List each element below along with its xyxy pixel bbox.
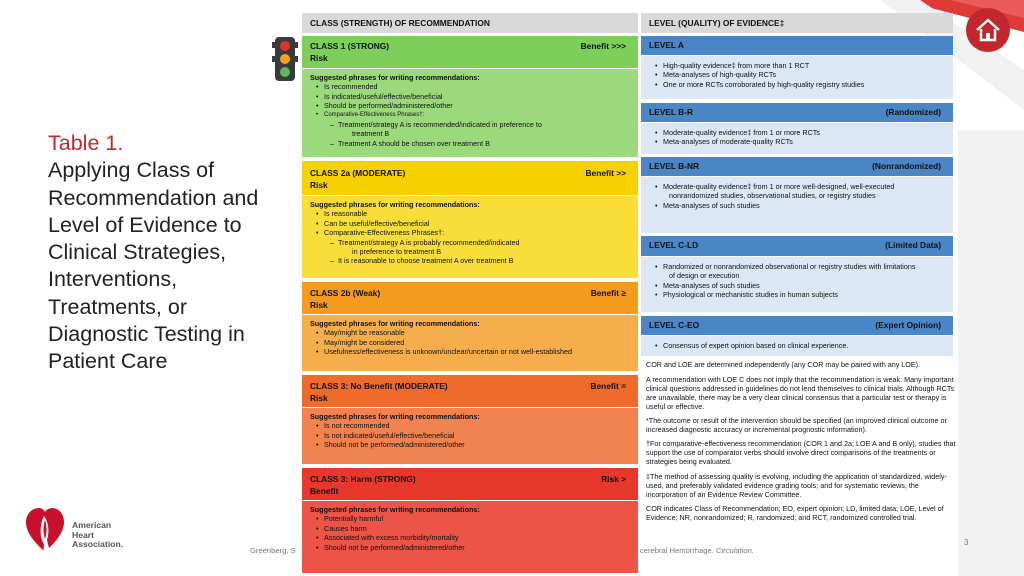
level-title: LEVEL C-LD [649,240,699,250]
class-risk: Risk [310,180,328,190]
level-item: • Randomized or nonrandomized observational or registry studies with limitations [663,262,945,271]
level-item: • Meta-analyses of moderate-quality RCTs [663,137,945,146]
note-loe-c: A recommendation with LOE C does not imply that the recommendation is weak. Many important clinical questions addressed in guidelines do not lend themselves to clinical trials. Although RCTs are unavailable, there may be a very clear clinical consensus that a particular test or therapy is useful or effective. [646,375,955,411]
level-b-r-header [641,103,953,122]
title-line: Applying Class of [48,158,215,183]
class-risk: Risk [310,53,328,63]
level-c-ld-header [641,236,953,256]
level-tag: (Limited Data) [885,240,941,250]
phrase-item: • Causes harm [324,524,630,533]
note-quality: ‡The method of assessing quality is evolving, including the application of standardized, widely-used, and preferably validated evidence grading tools; and for systematic reviews, the incorporation of an Evidence Review Committee. [646,472,947,499]
level-item: • Meta-analyses of high-quality RCTs [663,70,945,79]
class-benefit: Benefit ≥ [590,288,626,298]
class-benefit: Benefit >> [585,168,626,178]
phrase-item: • Should be performed/administered/other [324,101,630,110]
class-1-header [302,36,638,68]
phrase-item: • Can be useful/effective/beneficial [324,219,630,228]
level-item: • Consensus of expert opinion based on clinical experience. [663,341,945,350]
class-risk-label: Risk > [601,474,626,484]
class-title: CLASS 3: No Benefit (MODERATE) [310,381,448,391]
phrase-item: • Potentially harmful [324,514,630,523]
level-tag: (Expert Opinion) [875,320,941,330]
class-2b-phrases [302,315,638,371]
class-3-harm-phrases [302,501,638,573]
phrases-heading: Suggested phrases for writing recommendations: [310,200,480,209]
class-3-harm-header [302,468,638,500]
class-risk: Risk [310,300,328,310]
home-icon [966,8,1010,52]
class-1-phrases [302,69,638,157]
level-title: LEVEL A [649,40,684,50]
loe-header: LEVEL (QUALITY) OF EVIDENCE‡ [641,13,953,33]
title-line: Level of Evidence to [48,212,242,237]
phrases-heading: Suggested phrases for writing recommendations: [310,73,480,82]
title-line: Patient Care [48,349,168,374]
phrase-item: • Should not be performed/administered/other [324,440,630,449]
level-a-body [641,56,953,99]
level-title: LEVEL C-EO [649,320,700,330]
aha-logo-text [72,521,142,550]
level-item: • Moderate-quality evidence‡ from 1 or more well-designed, well-executed [663,182,945,191]
note-comparative: †For comparative-effectiveness recommendation (COR 1 and 2a; LOE A and B only), studies that support the use of comparator verbs should involve direct comparisons of the treatments or strategies being evaluated. [646,439,956,466]
phrase-item: • Is indicated/useful/effective/beneficial [324,92,630,101]
level-a-header [641,36,953,55]
level-item: • Physiological or mechanistic studies in human subjects [663,290,945,299]
phrase-subitem: – It is reasonable to choose treatment A over treatment B [324,256,630,265]
class-3-no-benefit-phrases [302,408,638,464]
phrase-item: • Is reasonable [324,209,630,218]
level-item: • One or more RCTs corroborated by high-quality registry studies [663,80,945,89]
phrase-item: • Is not recommended [324,421,630,430]
class-benefit: Benefit >>> [580,41,626,51]
phrase-subitem: in preference to treatment B [352,247,442,257]
class-title: CLASS 2b (Weak) [310,288,381,298]
aha-heart-torch-logo [24,500,66,560]
note-cor-loe: COR and LOE are determined independently (any COR may be paired with any LOE). [646,360,921,369]
level-item: nonrandomized studies, observational studies, or registry studies [669,191,876,201]
phrase-item: • May/might be reasonable [324,328,630,337]
level-tag: (Nonrandomized) [872,161,941,171]
phrase-subitem: – Treatment A should be chosen over treatment B [324,139,630,148]
footer-citation-left: Greenberg, S [250,546,296,555]
phrase-item: • Comparative-Effectiveness Phrases†: [324,228,630,237]
footer-journal: Circulation. [716,546,754,555]
title-line: Treatments, or [48,294,187,319]
footer-citation-right [640,546,754,555]
page-number: 3 [964,538,969,547]
note-outcome: *The outcome or result of the intervention should be specified (an improved clinical outcome or increased diagnostic accuracy or incremental prognostic information). [646,416,947,434]
phrase-item: • Is not indicated/useful/effective/beneficial [324,431,630,440]
phrase-item: • Usefulness/effectiveness is unknown/unclear/uncertain or not well-established [324,347,630,356]
level-b-nr-header [641,157,953,176]
class-2a-phrases [302,196,638,278]
level-item: • High-quality evidence‡ from more than 1 RCT [663,61,945,70]
class-title: CLASS 2a (MODERATE) [310,168,406,178]
logo-line: American [72,520,112,530]
level-title: LEVEL B-R [649,107,694,117]
phrase-item: • Is recommended [324,82,630,91]
class-benefit: Benefit = [590,381,626,391]
level-item: • Moderate-quality evidence‡ from 1 or more RCTs [663,128,945,137]
class-2a-header [302,161,638,195]
logo-line: Association. [72,539,124,550]
phrase-item: • Comparative-Effectiveness Phrases†: [324,111,630,120]
class-title: CLASS 3: Harm (STRONG) [310,474,416,484]
home-button[interactable] [966,8,1010,52]
class-benefit-label: Benefit [310,486,339,496]
class-risk: Risk [310,393,328,403]
phrase-subitem: treatment B [352,129,390,139]
phrases-heading: Suggested phrases for writing recommendations: [310,319,480,328]
class-3-no-benefit-header [302,375,638,407]
title-line: Clinical Strategies, [48,240,227,265]
level-c-eo-body [641,336,953,356]
phrase-item: • Should not be performed/administered/other [324,543,630,552]
traffic-light-icon [272,36,298,82]
level-title: LEVEL B-NR [649,161,700,171]
table-number: Table 1. [48,131,124,155]
level-c-eo-header [641,316,953,335]
level-item: • Meta-analyses of such studies [663,281,945,290]
level-b-nr-body [641,177,953,233]
phrases-heading: Suggested phrases for writing recommendations: [310,505,480,514]
level-b-r-body [641,123,953,154]
page-title [48,130,288,376]
phrase-item: • Associated with excess morbidity/mortality [324,533,630,542]
title-line: Recommendation and [48,185,259,210]
level-c-ld-body [641,257,953,312]
title-line: Interventions, [48,267,178,292]
phrase-item: • May/might be considered [324,338,630,347]
title-line: Diagnostic Testing in [48,322,245,347]
level-tag: (Randomized) [885,107,941,117]
level-item: of design or execution [669,271,740,281]
phrases-heading: Suggested phrases for writing recommendations: [310,412,480,421]
class-title: CLASS 1 (STRONG) [310,41,390,51]
level-item: • Meta-analyses of such studies [663,201,945,210]
phrase-subitem: – Treatment/strategy A is probably recommended/indicated [324,238,630,247]
cor-header: CLASS (STRENGTH) OF RECOMMENDATION [302,13,638,33]
logo-line: Heart [72,529,94,540]
footer-title: cerebral Hemorrhage. [640,546,714,555]
class-2b-header [302,282,638,314]
note-abbreviations: COR indicates Class of Recommendation; EO, expert opinion; LD, limited data; LOE, Level of Evidence; NR, nonrandomized; R, randomized; and RCT, randomized controlled trial. [646,504,944,522]
phrase-subitem: – Treatment/strategy A is recommended/indicated in preference to [324,120,630,129]
